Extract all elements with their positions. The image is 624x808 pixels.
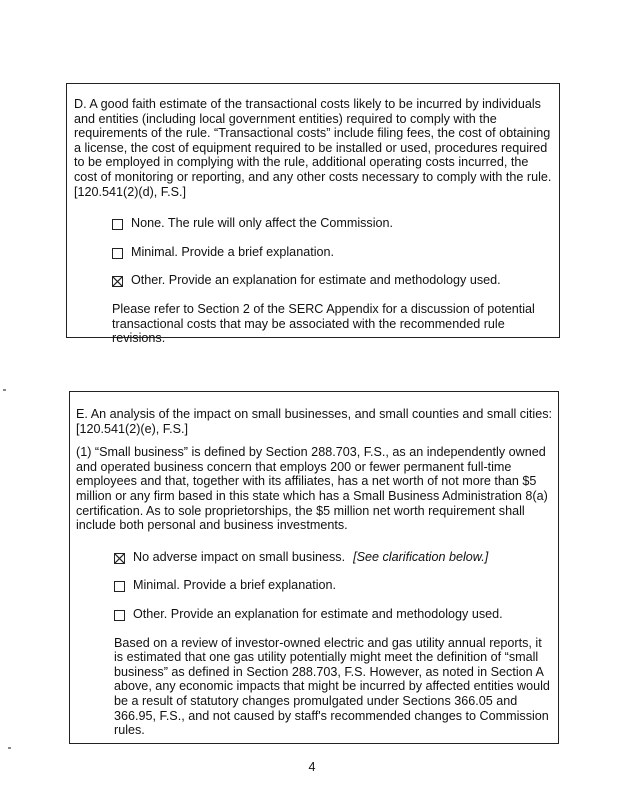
scan-artifact <box>8 747 11 749</box>
checkbox-minimal <box>112 248 123 259</box>
option-minimal-label: Minimal. Provide a brief explanation. <box>133 578 337 593</box>
section-e-box <box>69 391 559 744</box>
option-minimal-label: Minimal. Provide a brief explanation. <box>131 244 335 259</box>
clarification-note: [See clarification below.] <box>353 549 489 564</box>
checkbox-other-checked <box>112 276 123 287</box>
option-minimal <box>112 245 553 260</box>
option-other <box>112 273 553 288</box>
checkbox-no-impact-checked <box>114 553 125 564</box>
option-other-label: Other. Provide an explanation for estimate and methodology used. <box>131 273 501 288</box>
option-other <box>114 607 552 622</box>
option-none-label: None. The rule will only affect the Commission. <box>131 216 394 231</box>
checkmark-x-icon <box>115 554 124 563</box>
section-d-explanation: Please refer to Section 2 of the SERC Appendix for a discussion of potential transactional costs that may be associated with the recommended rule revisions. <box>112 301 535 346</box>
checkbox-other <box>114 610 125 621</box>
section-d-box <box>66 83 560 346</box>
option-other-label: Other. Provide an explanation for estimate and methodology used. <box>133 606 503 621</box>
option-no-impact-label: No adverse impact on small business. <box>133 549 346 564</box>
section-e-explanation: Based on a review of investor-owned electric and gas utility annual reports, it is estimated that one gas utility potentially might meet the definition of “small business” as defined in Section 288.703, F.S. However, as noted in Section A above, any economic impacts that might be incurred by affected entities would be a result of statutory changes promulgated under Sections 366.05 and 366.95, F.S., and not caused by staff's recommended changes to Commission rules. <box>114 635 550 738</box>
section-d-intro: D. A good faith estimate of the transactional costs likely to be incurred by individuals and entities (including local government entities) required to comply with the requirements of the rule. “Transactional costs” include filing fees, the cost of obtaining a license, the cost of equipment required to be installed or used, procedures required to be employed in complying with the rule, additional operating costs incurred, the cost of monitoring or reporting, and any other costs necessary to comply with the rule. [120.541(2)(d), F.S.] <box>74 97 552 199</box>
checkmark-x-icon <box>113 277 122 286</box>
option-none <box>112 216 553 231</box>
option-minimal <box>114 578 552 593</box>
checkbox-none <box>112 219 123 230</box>
scan-artifact <box>3 389 6 391</box>
section-e-intro: E. An analysis of the impact on small businesses, and small counties and small cities: [120.541(2)(e), F.S.] <box>76 407 552 436</box>
checkbox-minimal <box>114 581 125 592</box>
option-no-adverse-impact <box>114 550 552 565</box>
page-number: 4 <box>308 760 316 774</box>
small-business-definition: (1) “Small business” is defined by Section 288.703, F.S., as an independently owned and operated business concern that employs 200 or fewer permanent full-time employees and that, together with its affiliates, has a net worth of not more than $5 million or any firm based in this state which has a Small Business Administration 8(a) certification. As to sole proprietorships, the $5 million net worth requirement shall include both personal and business investments. <box>76 445 548 533</box>
